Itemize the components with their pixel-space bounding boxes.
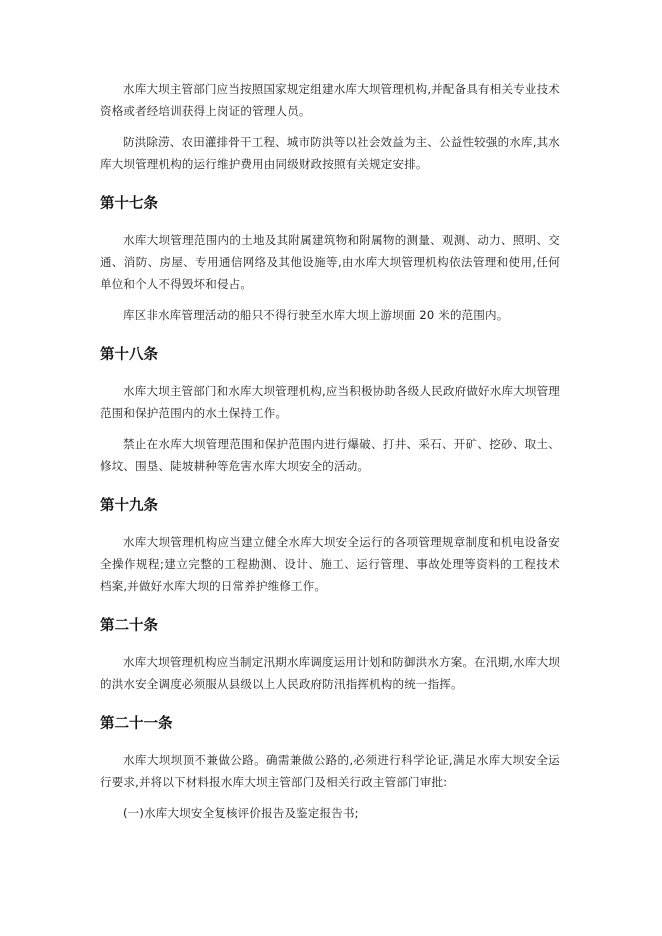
paragraph: 库区非水库管理活动的船只不得行驶至水库大坝上游坝面 20 米的范围内。 (123, 308, 509, 322)
paragraph: 水库大坝管理范围内的土地及其附属建筑物和附属物的测量、观测、动力、照明、交通、消防、房屋、专用通信网络及其他设施等,由水库大坝管理机构依法管理和使用,任何单位和个人不得毁坏和侵占。 (100, 233, 560, 291)
paragraph: 水库大坝主管部门和水库大坝管理机构,应当积极协助各级人民政府做好水库大坝管理范围和保护范围内的水土保持工作。 (100, 384, 560, 420)
article-heading: 第十九条 (100, 498, 158, 514)
paragraph: 水库大坝管理机构应当建立健全水库大坝安全运行的各项管理规章制度和机电设备安全操作规程;建立完整的工程勘测、设计、施工、运行管理、事故处理等资料的工程技术档案,并做好水库大坝的日常养护维修工作。 (100, 535, 560, 593)
article-heading: 第二十条 (100, 618, 158, 634)
article-heading: 第十七条 (100, 196, 158, 212)
paragraph: 水库大坝坝顶不兼做公路。确需兼做公路的,必须进行科学论证,满足水库大坝安全运行要求,并将以下材料报水库大坝主管部门及相关行政主管部门审批: (100, 753, 560, 789)
paragraph: 水库大坝主管部门应当按照国家规定组建水库大坝管理机构,并配备具有相关专业技术资格或者经培训获得上岗证的管理人员。 (100, 82, 560, 118)
paragraph: 水库大坝管理机构应当制定汛期水库调度运用计划和防御洪水方案。在汛期,水库大坝的洪水安全调度必须服从县级以上人民政府防汛指挥机构的统一指挥。 (100, 655, 560, 691)
paragraph: 防洪除涝、农田灌排骨干工程、城市防洪等以社会效益为主、公益性较强的水库,其水库大坝管理机构的运行维护费用由同级财政按照有关规定安排。 (100, 135, 560, 171)
document-body (100, 78, 560, 833)
article-heading: 第十八条 (100, 347, 158, 363)
paragraph: (一)水库大坝安全复核评价报告及鉴定报告书; (123, 806, 359, 820)
paragraph: 禁止在水库大坝管理范围和保护范围内进行爆破、打井、采石、开矿、挖砂、取土、修坟、围垦、陡坡耕种等危害水库大坝安全的活动。 (100, 437, 560, 473)
article-heading: 第二十一条 (100, 716, 173, 732)
